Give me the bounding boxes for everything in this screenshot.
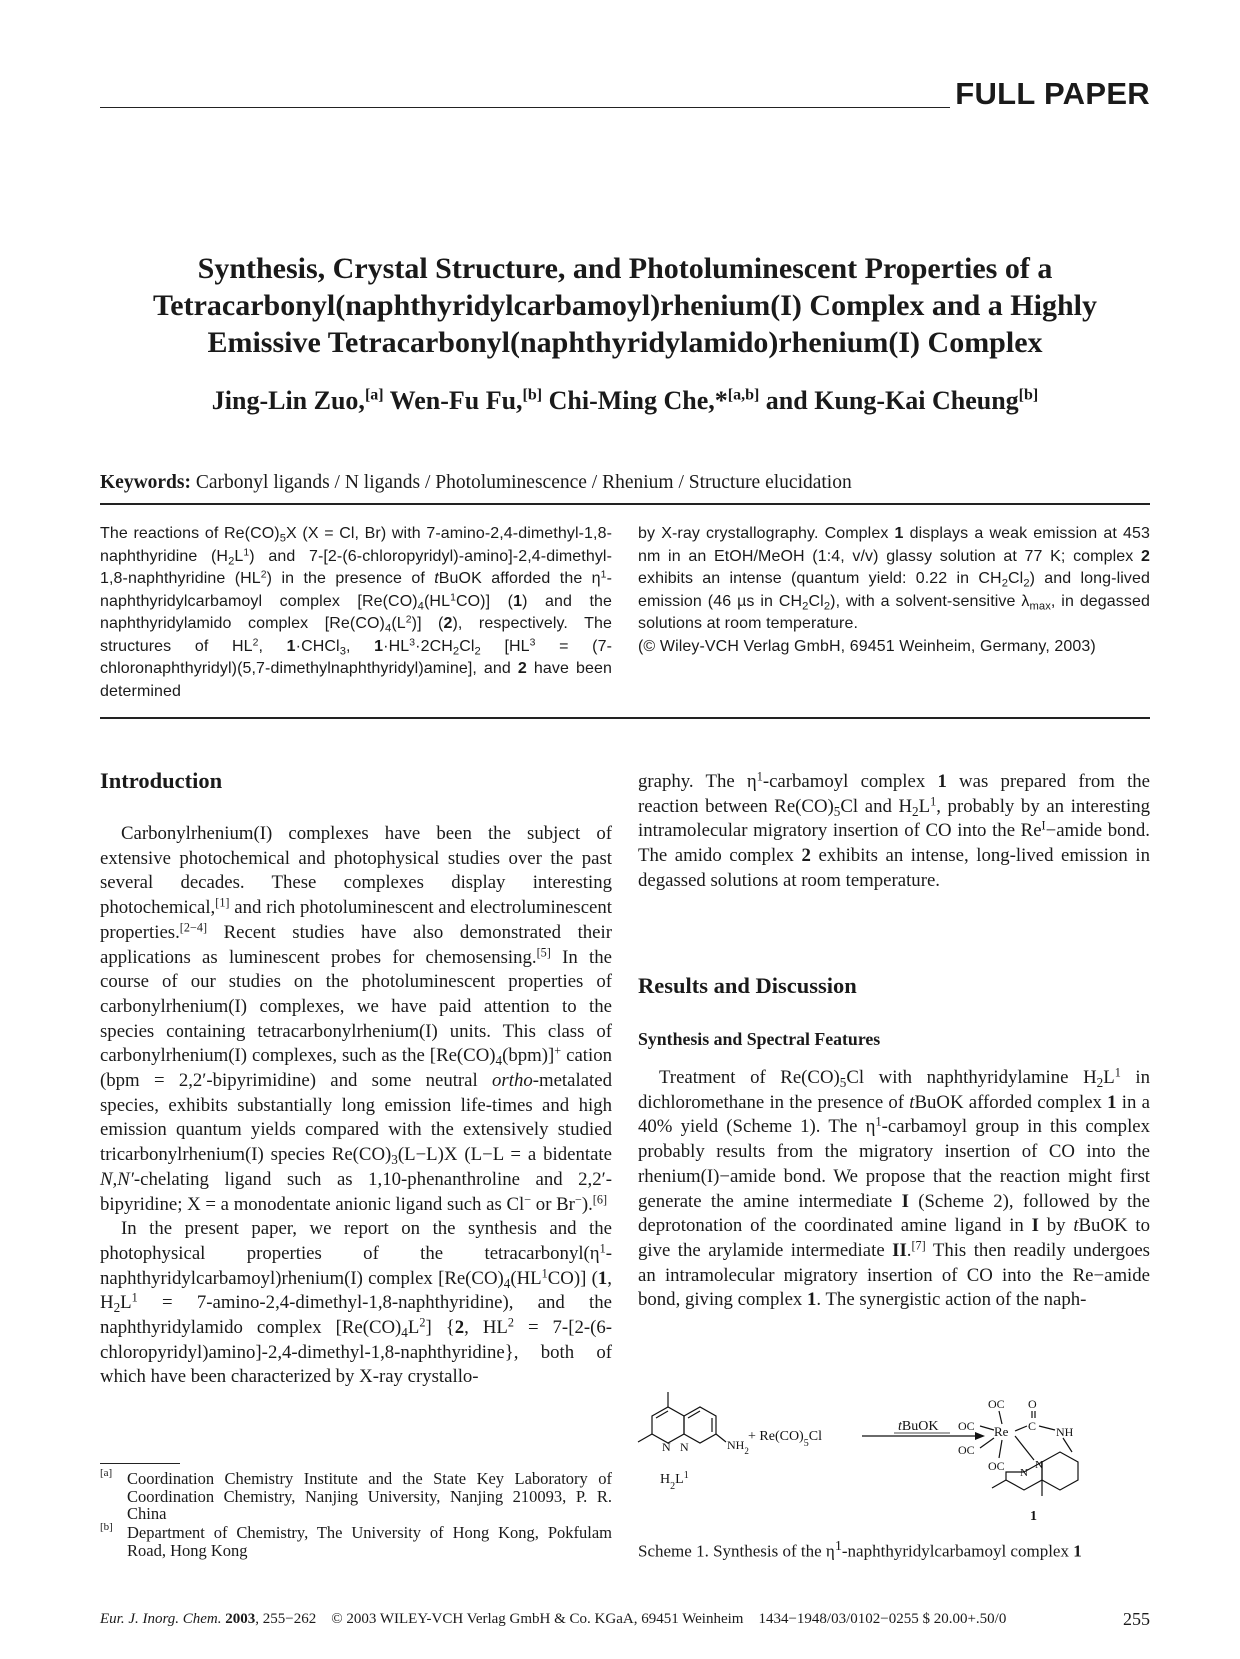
journal-citation: Eur. J. Inorg. Chem. 2003, 255−262 © 2003 WILEY-VCH Verlag GmbH & Co. KGaA, 69451 Weinheim 1434−1948/03/0102−0255 $ 20.00+.50/0 xyxy=(100,1611,1007,1627)
keywords-label: Keywords: xyxy=(100,472,191,493)
svg-text:Re: Re xyxy=(994,1424,1009,1439)
svg-text:OC: OC xyxy=(958,1443,975,1457)
footnote-rule xyxy=(100,1463,180,1464)
product-structure xyxy=(958,1397,1078,1496)
paragraph: Treatment of $Re(CO)_5Cl$ with naphthyridylamine $H_2L^1$ in dichloromethane in the presence of tBuOK afforded complex 1 in a 40% yield (Scheme 1). The $\eta^1$-carbamoyl group in this complex probably results from the migratory insertion of CO into the rhenium(I)−amide bond. We propose that the reaction might first generate the amine intermediate I (Scheme 2), followed by the deprotonation of the coordinated amine ligand in I by tBuOK to give the arylamide intermediate II.[7] This then readily undergoes an intramolecular migratory insertion of CO into the Re−amide bond, giving complex 1. The synergistic action of the naph- xyxy=(638,1065,1151,1311)
keywords-text: Carbonyl ligands / N ligands / Photoluminescence / Rhenium / Structure elucidation xyxy=(195,472,852,493)
footnote-text: Coordination Chemistry Institute and the State Key Laboratory of Coordination Chemistry, Nanjing University, Nanjing 210093, P. R. China xyxy=(127,1469,612,1523)
svg-text:N: N xyxy=(1020,1467,1028,1479)
scheme-caption: Scheme 1. Synthesis of the $\eta^1$-naphthyridylcarbamoyl complex 1 xyxy=(638,1538,1082,1561)
author-affiliation: [b] xyxy=(522,386,543,404)
header-rule xyxy=(100,107,950,108)
author-list xyxy=(100,386,1150,416)
abstract-copyright: (© Wiley-VCH Verlag GmbH, 69451 Weinheim, Germany, 2003) xyxy=(638,637,1096,655)
abstract-left: The reactions of $Re(CO)_5X$ (X = Cl, Br) with 7-amino-2,4-dimethyl-1,8-naphthyridine $(H_2L^1)$ and 7-[2-(6-chloropyridyl)-amino]-2,4-dimethyl-1,8-naphthyridine $(HL^2)$ in the presence of tBuOK afforded the $\eta^1$-naphthyridylcarbamoyl complex $[Re(CO)_4(HL^1CO)]$ (1) and the naphthyridylamido complex $[Re(CO)_4(L^2)]$ (2), respectively. The structures of $HL^2$, 1·CHCl$_3$, $1\cdot HL^3\cdot 2CH_2Cl_2$ [$HL^3$ = (7-chloronaphthyridyl)(5,7-dimethylnaphthyridyl)amine], and 2 have been determined xyxy=(100,525,613,700)
results-heading: Results and Discussion xyxy=(638,973,857,998)
author-affiliation: [b] xyxy=(1018,386,1039,404)
page-footer xyxy=(100,1611,1150,1628)
svg-text:O: O xyxy=(1028,1397,1037,1411)
svg-text:C: C xyxy=(1028,1419,1037,1433)
paragraph: graphy. The $\eta^1$-carbamoyl complex 1 was prepared from the reaction between $Re(CO)_5Cl$ and $H_2L^1$, probably by an interesting intramolecular migratory insertion of CO into the $Re^I-amide$ bond. The amido complex 2 exhibits an intense, long-lived emission in degassed solutions at room temperature. xyxy=(638,769,1151,891)
reagent-label: + $Re(CO)_5Cl$ xyxy=(748,1429,822,1449)
atom-label: N xyxy=(662,1440,671,1454)
footnote xyxy=(100,1521,612,1560)
footnote-text: Department of Chemistry, The University of Hong Kong, Pokfulam Road, Hong Kong xyxy=(127,1523,612,1560)
svg-text:OC: OC xyxy=(958,1419,975,1433)
reactant-structure xyxy=(638,1392,726,1443)
svg-text:N: N xyxy=(1035,1459,1043,1471)
author-name: and Kung-Kai Cheung xyxy=(765,386,1019,415)
svg-text:NH: NH xyxy=(1056,1425,1074,1439)
footnote-mark: [a] xyxy=(100,1467,113,1479)
keywords xyxy=(100,472,1150,494)
page-number: 255 xyxy=(1123,1609,1150,1629)
title-line: Tetracarbonyl(naphthyridylcarbamoyl)rhenium(I) Complex and a Highly xyxy=(153,289,1097,322)
svg-text:OC: OC xyxy=(988,1397,1005,1411)
paragraph: Carbonylrhenium(I) complexes have been the subject of extensive photochemical and photophysical studies over the past several decades. These complexes display interesting photochemical,[1] and rich photoluminescent and electroluminescent properties.[2−4] Recent studies have also demonstrated their applications as luminescent probes for chemosensing.[5] In the course of our studies on the photoluminescent properties of carbonylrhenium(I) complexes, we have paid attention to the species containing tetracarbonylrhenium(I) units. This class of carbonylrhenium(I) complexes, such as the $[Re(CO)_4(bpm)]^+$ cation (bpm = 2,2′-bipyrimidine) and some neutral ortho-metalated species, exhibits substantially long emission life-times and high emission quantum yields compared with the extensively studied tricarbonylrhenium(I) species $Re(CO)_3(L-L)X$ (L−L = a bidentate N,N′-chelating ligand such as 1,10-phenanthroline and 2,2′-bipyridine; X = a monodentate anionic ligand such as Cl− or Br−).[6] xyxy=(100,823,612,1215)
introduction-text xyxy=(100,822,612,1390)
footnote xyxy=(100,1467,612,1523)
paragraph: In the present paper, we report on the synthesis and the photophysical properties of the $tetracarbonyl(\eta^1-naphthyridylcarbamoyl)rhenium(I)$ complex $[Re(CO)_4(HL^1CO)]$ (1, $H_2L^1$ = 7-amino-2,4-dimethyl-1,8-naphthyridine), and the naphthyridylamido complex $[Re(CO)_4L^2]$ {2, $HL^2$ = 7-[2-(6-chloropyridyl)amino]-2,4-dimethyl-1,8-naphthyridine}, both of which have been characterized by X-ray crystallo- xyxy=(100,1218,612,1388)
author-name: Jing-Lin Zuo, xyxy=(211,386,365,415)
footnote-mark: [b] xyxy=(100,1521,113,1533)
atom-label: N xyxy=(680,1440,689,1454)
abstract-right xyxy=(638,523,1150,658)
author-name: Chi-Ming Che,* xyxy=(548,386,728,415)
introduction-continued xyxy=(638,770,1150,894)
reaction-scheme xyxy=(630,1378,1150,1523)
atom-label: $NH_2$ xyxy=(727,1438,749,1456)
results-subheading: Synthesis and Spectral Features xyxy=(638,1029,881,1049)
abstract-right-text: by X-ray crystallography. Complex 1 displays a weak emission at 453 nm in an EtOH/MeOH (1:4, v/v) glassy solution at 77 K; complex 2 exhibits an intense (quantum yield: 0.22 in $CH_2Cl_2$) and long-lived emission (46 µs in $CH_2Cl_2$), with a solvent-sensitive $\lambda_{max}$, in degassed solutions at room temperature. xyxy=(638,525,1151,632)
ligand-label: $H_2L^1$ xyxy=(660,1469,689,1492)
arrow-head xyxy=(975,1432,985,1440)
author-name: Wen-Fu Fu, xyxy=(389,386,523,415)
title-line: Synthesis, Crystal Structure, and Photoluminescent Properties of a xyxy=(197,252,1053,285)
abstract-top-rule xyxy=(100,503,1150,505)
paper-title xyxy=(100,250,1150,361)
abstract-bottom-rule xyxy=(100,717,1150,719)
product-label: 1 xyxy=(1030,1509,1037,1523)
results-text xyxy=(638,1066,1150,1313)
section-label: FULL PAPER xyxy=(955,76,1150,111)
arrow-label: tBuOK xyxy=(898,1419,939,1434)
introduction-heading: Introduction xyxy=(100,768,223,793)
author-affiliation: [a] xyxy=(364,386,384,404)
title-line: Emissive Tetracarbonyl(naphthyridylamido)rhenium(I) Complex xyxy=(207,326,1043,359)
svg-text:OC: OC xyxy=(988,1459,1005,1473)
author-affiliation: [a,b] xyxy=(727,386,760,404)
